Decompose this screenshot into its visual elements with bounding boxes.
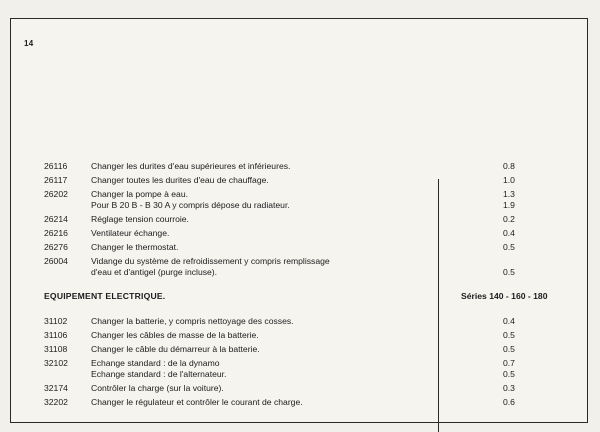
operation-time: 0.5 bbox=[503, 242, 515, 252]
operation-description: Changer la pompe à eau. Pour B 20 B - B 30 A y compris dépose du radiateur. bbox=[91, 189, 290, 210]
operation-description: Changer le thermostat. bbox=[91, 242, 179, 252]
operation-description: Réglage tension courroie. bbox=[91, 214, 189, 224]
operation-code: 32202 bbox=[44, 397, 68, 407]
operation-code: 31102 bbox=[44, 316, 68, 326]
column-divider bbox=[438, 179, 439, 432]
operation-time: 0.5 bbox=[503, 267, 515, 277]
operation-description: Echange standard : de la dynamo Echange standard : de l'alternateur. bbox=[91, 358, 227, 379]
series-header: Séries 140 - 160 - 180 bbox=[461, 291, 548, 301]
operation-code: 32102 bbox=[44, 358, 68, 368]
operation-description: Ventilateur échange. bbox=[91, 228, 170, 238]
operation-description: Changer toutes les durites d'eau de chauffage. bbox=[91, 175, 269, 185]
operation-time: 0.5 bbox=[503, 344, 515, 354]
operation-code: 26202 bbox=[44, 189, 68, 199]
operation-time: 0.8 bbox=[503, 161, 515, 171]
operation-code: 26214 bbox=[44, 214, 68, 224]
section-title: EQUIPEMENT ELECTRIQUE. bbox=[44, 291, 166, 301]
operation-time: 0.4 bbox=[503, 228, 515, 238]
operation-code: 26116 bbox=[44, 161, 68, 171]
operation-description: Changer le câble du démarreur à la batterie. bbox=[91, 344, 260, 354]
operation-code: 26216 bbox=[44, 228, 68, 238]
operation-time: 1.3 1.9 bbox=[503, 189, 515, 210]
operation-description: Changer les durites d'eau supérieures et inférieures. bbox=[91, 161, 291, 171]
page-frame bbox=[10, 18, 588, 423]
operation-description: Changer la batterie, y compris nettoyage des cosses. bbox=[91, 316, 294, 326]
operation-code: 31108 bbox=[44, 344, 68, 354]
operation-code: 26276 bbox=[44, 242, 68, 252]
operation-time: 0.5 bbox=[503, 330, 515, 340]
operation-time: 0.2 bbox=[503, 214, 515, 224]
operation-description: Changer le régulateur et contrôler le courant de charge. bbox=[91, 397, 303, 407]
operation-description: Contrôler la charge (sur la voiture). bbox=[91, 383, 224, 393]
operation-code: 31106 bbox=[44, 330, 68, 340]
operation-time: 0.6 bbox=[503, 397, 515, 407]
operation-code: 26004 bbox=[44, 256, 68, 266]
operation-code: 32174 bbox=[44, 383, 68, 393]
operation-time: 0.4 bbox=[503, 316, 515, 326]
page-number: 14 bbox=[24, 39, 34, 48]
operation-description: Changer les câbles de masse de la batterie. bbox=[91, 330, 259, 340]
operation-time: 0.3 bbox=[503, 383, 515, 393]
operation-code: 26117 bbox=[44, 175, 68, 185]
operation-time: 0.7 0.5 bbox=[503, 358, 515, 379]
operation-time: 1.0 bbox=[503, 175, 515, 185]
operation-description: Vidange du système de refroidissement y compris remplissage d'eau et d'antigel (purge incluse). bbox=[91, 256, 330, 277]
